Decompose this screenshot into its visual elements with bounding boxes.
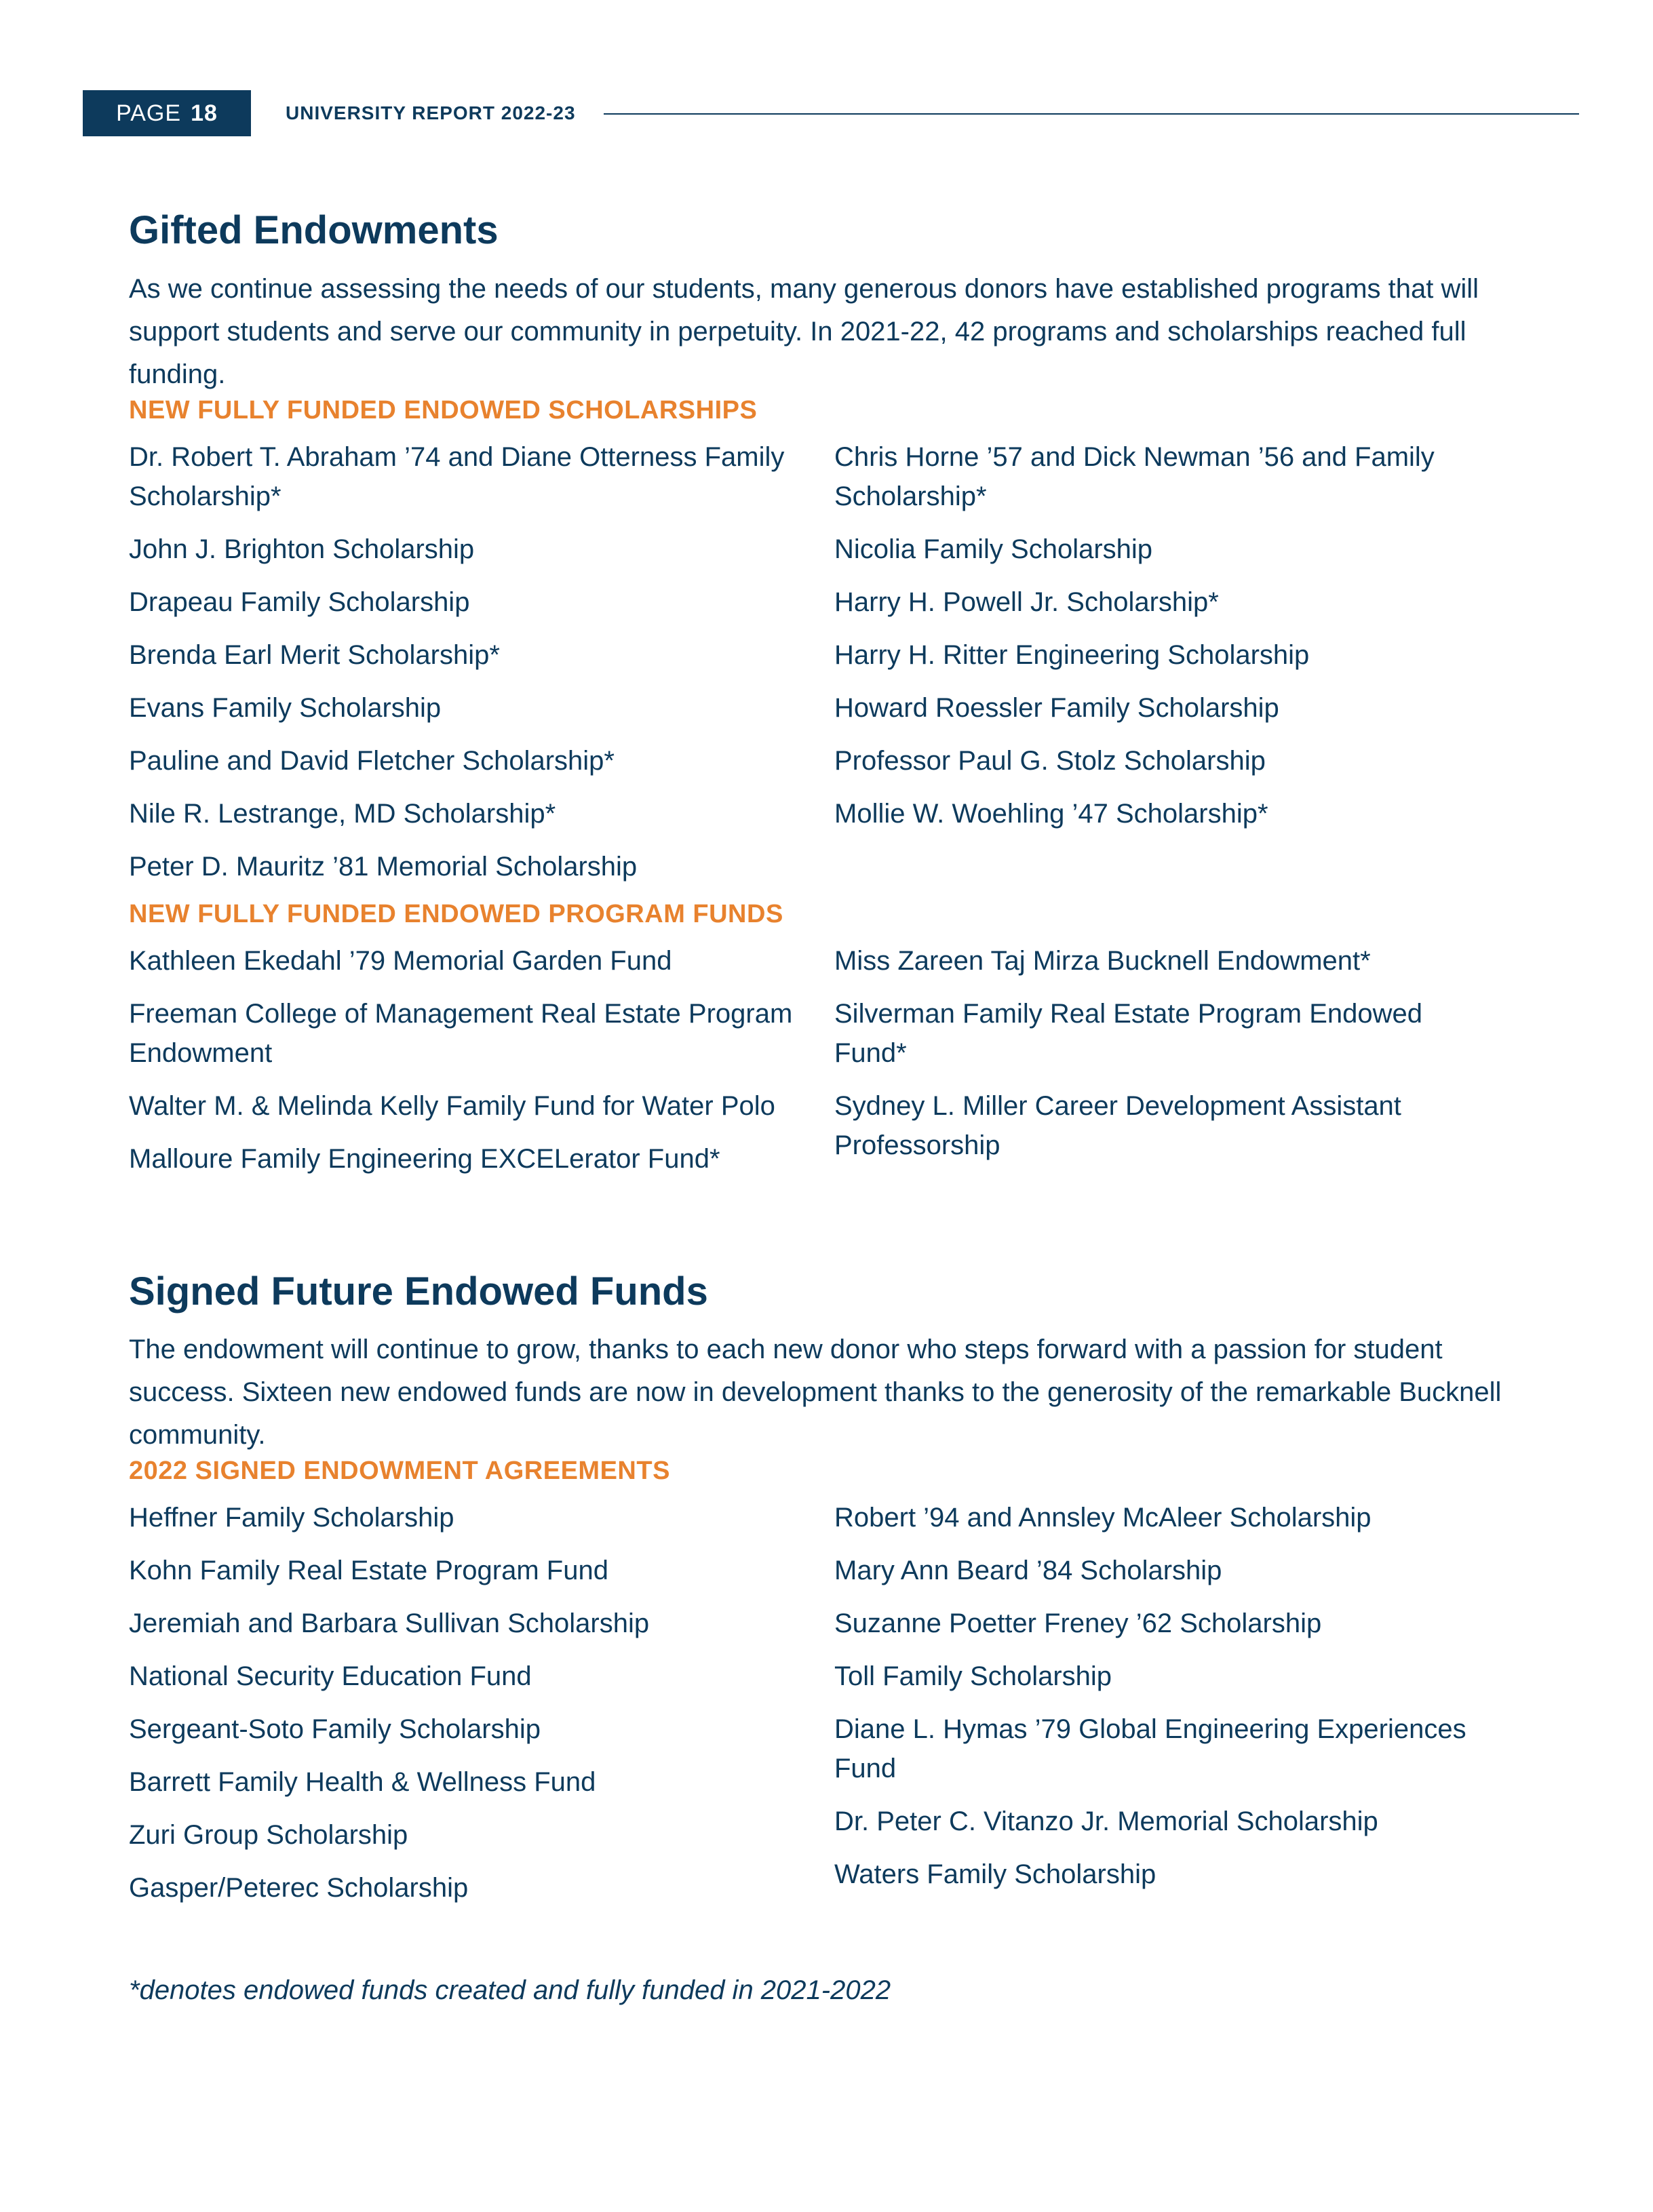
list-item: Jeremiah and Barbara Sullivan Scholarship (129, 1608, 650, 1639)
list-item: Freeman College of Management Real Estate Program Endowment (129, 998, 793, 1068)
list-item: Nile R. Lestrange, MD Scholarship* (129, 798, 556, 829)
list-item: Nicolia Family Scholarship (834, 534, 1153, 564)
list-item: Howard Roessler Family Scholarship (834, 692, 1279, 723)
agreements-list (129, 1498, 1526, 1921)
list-item: Kathleen Ekedahl ’79 Memorial Garden Fund (129, 945, 672, 976)
page-word: PAGE (116, 100, 182, 126)
scholarships-list (129, 437, 1526, 900)
gifted-endowments-title: Gifted Endowments (129, 208, 499, 252)
list-item: Barrett Family Health & Wellness Fund (129, 1767, 596, 1798)
signed-future-intro: The endowment will continue to grow, thanks to each new donor who steps forward with a passion for student success. Sixteen new endowed funds are now in development thanks to the generosity of the remarkable Bucknell community. (129, 1335, 1502, 1450)
list-item: Professor Paul G. Stolz Scholarship (834, 745, 1266, 776)
list-item: Mollie W. Woehling ’47 Scholarship* (834, 798, 1268, 829)
agreements-right-column (834, 1498, 1526, 1921)
list-item: Harry H. Ritter Engineering Scholarship (834, 639, 1310, 670)
page-number-badge (83, 90, 251, 136)
signed-future-title: Signed Future Endowed Funds (129, 1269, 708, 1314)
list-item: Zuri Group Scholarship (129, 1820, 408, 1851)
page-header (83, 90, 1579, 136)
header-divider (604, 113, 1579, 115)
list-item: National Security Education Fund (129, 1661, 532, 1692)
page-number: 18 (191, 100, 218, 126)
list-item: Waters Family Scholarship (834, 1859, 1156, 1890)
page-content (129, 207, 1526, 2006)
scholarships-heading: NEW FULLY FUNDED ENDOWED SCHOLARSHIPS (129, 395, 758, 424)
list-item: Drapeau Family Scholarship (129, 587, 470, 617)
list-item: Chris Horne ’57 and Dick Newman ’56 and Family Scholarship* (834, 441, 1435, 511)
list-item: Gasper/Peterec Scholarship (129, 1873, 469, 1903)
list-item: Suzanne Poetter Freney ’62 Scholarship (834, 1608, 1322, 1639)
program-funds-right-column (834, 941, 1526, 1192)
scholarships-right-column (834, 437, 1526, 900)
agreements-heading: 2022 SIGNED ENDOWMENT AGREEMENTS (129, 1457, 670, 1486)
footnote: *denotes endowed funds created and fully funded in 2021-2022 (129, 1975, 891, 2006)
list-item: Toll Family Scholarship (834, 1661, 1112, 1692)
list-item: Pauline and David Fletcher Scholarship* (129, 745, 615, 776)
list-item: Mary Ann Beard ’84 Scholarship (834, 1556, 1222, 1586)
list-item: Evans Family Scholarship (129, 692, 442, 723)
list-item: Silverman Family Real Estate Program Endowed Fund* (834, 998, 1423, 1068)
list-item: Sydney L. Miller Career Development Assistant Professorship (834, 1090, 1401, 1160)
list-item: Walter M. & Melinda Kelly Family Fund for Water Polo (129, 1090, 775, 1121)
list-item: Harry H. Powell Jr. Scholarship* (834, 587, 1219, 617)
agreements-left-column (129, 1498, 834, 1921)
gifted-endowments-intro: As we continue assessing the needs of our students, many generous donors have established programs that will support students and serve our community in perpetuity. In 2021-22, 42 programs and scholarships reached full funding. (129, 273, 1479, 389)
list-item: Heffner Family Scholarship (129, 1503, 454, 1533)
list-item: Brenda Earl Merit Scholarship* (129, 639, 500, 670)
list-item: Dr. Peter C. Vitanzo Jr. Memorial Scholarship (834, 1806, 1378, 1837)
list-item: Malloure Family Engineering EXCELerator Fund* (129, 1143, 720, 1174)
list-item: Diane L. Hymas ’79 Global Engineering Experiences Fund (834, 1714, 1466, 1784)
scholarships-left-column (129, 437, 834, 900)
program-funds-left-column (129, 941, 834, 1192)
program-funds-heading: NEW FULLY FUNDED ENDOWED PROGRAM FUNDS (129, 899, 783, 928)
list-item: Sergeant-Soto Family Scholarship (129, 1714, 541, 1745)
report-title: UNIVERSITY REPORT 2022-23 (286, 102, 576, 123)
list-item: John J. Brighton Scholarship (129, 534, 475, 564)
list-item: Peter D. Mauritz ’81 Memorial Scholarship (129, 851, 638, 882)
list-item: Miss Zareen Taj Mirza Bucknell Endowment* (834, 945, 1371, 976)
list-item: Dr. Robert T. Abraham ’74 and Diane Otterness Family Scholarship* (129, 441, 785, 511)
program-funds-list (129, 941, 1526, 1192)
signed-future-section (129, 1268, 1526, 1922)
list-item: Kohn Family Real Estate Program Fund (129, 1556, 608, 1586)
list-item: Robert ’94 and Annsley McAleer Scholarship (834, 1503, 1372, 1533)
